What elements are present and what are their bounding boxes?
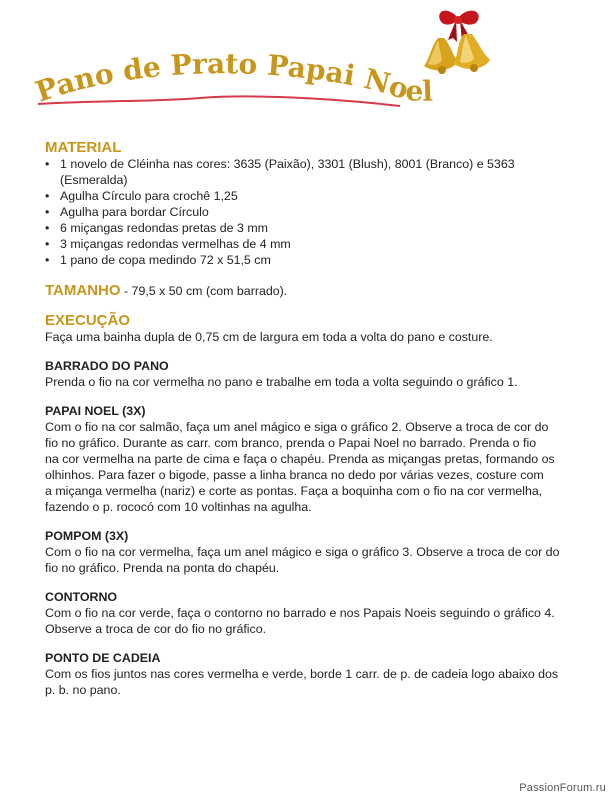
- size-heading: TAMANHO: [45, 282, 121, 299]
- contorno-text: Com o fio na cor verde, faça o contorno no barrado e nos Papais Noeis seguindo o gráfico 4. Observe a troca de cor do fio no gráfico.: [45, 606, 555, 636]
- content: [45, 139, 575, 698]
- execution-section: [45, 312, 575, 698]
- material-list: [45, 156, 575, 268]
- barrado-heading: BARRADO DO PANO: [45, 359, 169, 373]
- christmas-bells-icon: [418, 4, 498, 82]
- list-item: • Agulha Círculo para crochê 1,25: [45, 188, 575, 204]
- ponto-cadeia-text: Com os fios juntos nas cores vermelha e verde, borde 1 carr. de p. de cadeia logo abaixo dos p. b. no pano.: [45, 667, 559, 697]
- title-graphic: [30, 42, 450, 122]
- watermark-footer: PassionForum.ru: [519, 782, 606, 794]
- size-line: [45, 282, 575, 300]
- contorno-heading: CONTORNO: [45, 590, 118, 604]
- material-heading: MATERIAL: [45, 139, 122, 156]
- title-text: Pano de Prato Papai Noel: [31, 47, 434, 109]
- list-item: • 6 miçangas redondas pretas de 3 mm: [45, 220, 575, 236]
- list-item: • 1 pano de copa medindo 72 x 51,5 cm: [45, 252, 575, 268]
- list-item: • 3 miçangas redondas vermelhas de 4 mm: [45, 236, 575, 252]
- size-text: - 79,5 x 50 cm (com barrado).: [120, 284, 288, 298]
- pompom-text: Com o fio na cor vermelha, faça um anel mágico e siga o gráfico 3. Observe a troca de cor do fio no gráfico. Prenda na ponta do chapéu.: [45, 545, 560, 575]
- pompom-heading: POMPOM (3X): [45, 529, 129, 543]
- papai-noel-heading: PAPAI NOEL (3X): [45, 404, 146, 418]
- page-title: [30, 42, 450, 122]
- ponto-cadeia-heading: PONTO DE CADEIA: [45, 651, 161, 665]
- title-underline: [38, 96, 400, 106]
- execution-heading: EXECUÇÃO: [45, 312, 131, 329]
- papai-noel-text: Com o fio na cor salmão, faça um anel mágico e siga o gráfico 2. Observe a troca de cor do fio no gráfico. Durante as carr. com branco, prenda o Papai Noel no barrado. Prenda o fio na cor vermelha na parte de cima e faça o chapéu. Prenda as miçangas pretas, formando os olhinhos. Para fazer o bigode, passe a linha branca no dedo por várias vezes, costure com a miçanga vermelha (nariz) e corte as pontas. Faça a boquinha com o fio na cor vermelha, fazendo o p. rococó com 10 voltinhas na agulha.: [45, 420, 555, 514]
- list-item: • 1 novelo de Cléinha nas cores: 3635 (Paixão), 3301 (Blush), 8001 (Branco) e 5363 (Esmeralda): [45, 156, 575, 188]
- list-item: • Agulha para bordar Círculo: [45, 204, 575, 220]
- barrado-text: Prenda o fio na cor vermelha no pano e trabalhe em toda a volta seguindo o gráfico 1.: [45, 375, 518, 389]
- execution-intro: Faça uma bainha dupla de 0,75 cm de largura em toda a volta do pano e costure.: [45, 330, 493, 344]
